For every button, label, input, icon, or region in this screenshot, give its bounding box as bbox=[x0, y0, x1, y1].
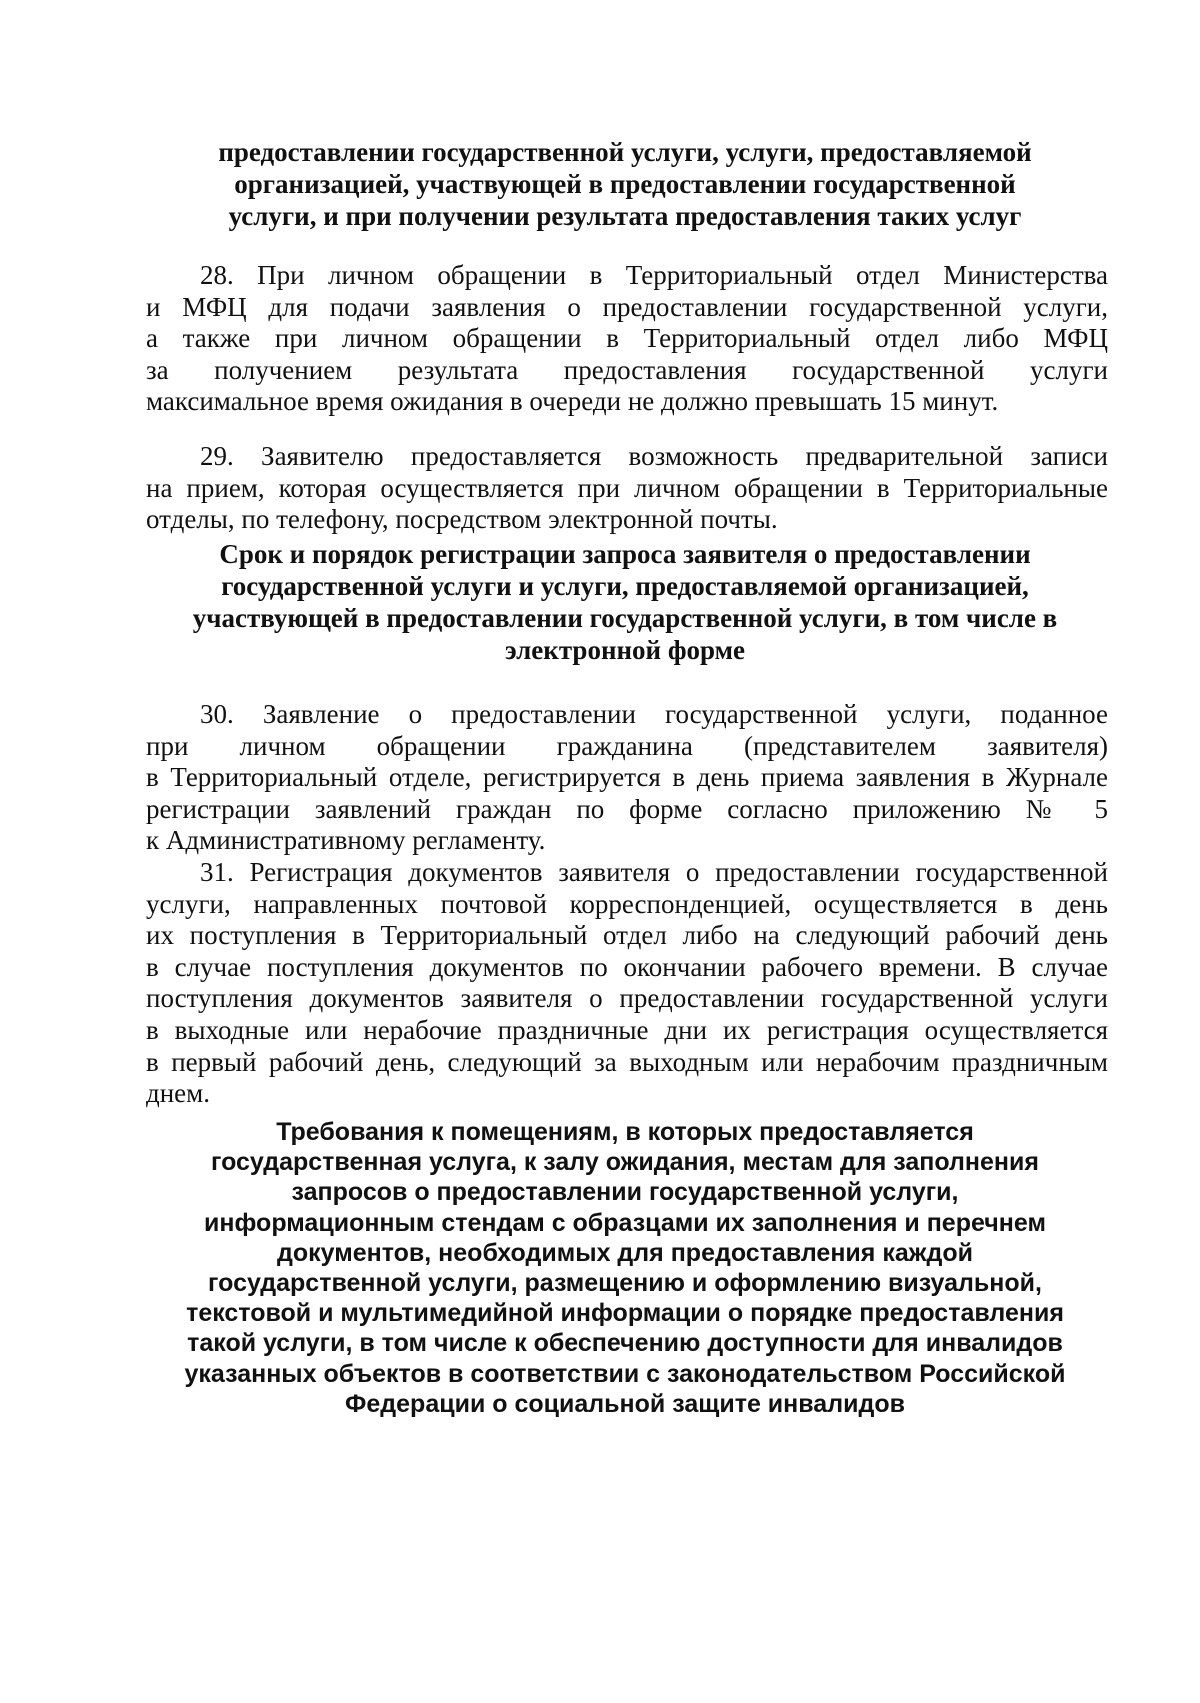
paragraph-29 bbox=[146, 441, 1108, 536]
paragraph-line: к Административному регламенту. bbox=[146, 825, 546, 856]
heading-line: запросов о предоставлении государственной услуги, bbox=[291, 1178, 959, 1207]
section-heading-premises-requirements bbox=[150, 1117, 1100, 1419]
paragraph-line: их поступления в Территориальный отдел либо на следующий рабочий день bbox=[146, 920, 1108, 951]
paragraph-line: 28. При личном обращении в Территориальный отдел Министерства bbox=[200, 260, 1108, 290]
heading-line: Федерации о социальной защите инвалидов bbox=[345, 1389, 905, 1418]
paragraph-28 bbox=[146, 260, 1108, 418]
paragraph-line: на прием, которая осуществляется при личном обращении в Территориальные bbox=[146, 472, 1108, 503]
heading-line: документов, необходимых для предоставления каждой bbox=[277, 1238, 973, 1267]
paragraph-line: днем. bbox=[146, 1078, 211, 1109]
section-heading-registration bbox=[150, 538, 1100, 666]
heading-line: государственная услуга, к залу ожидания, местам для заполнения bbox=[211, 1148, 1039, 1177]
paragraph-line: а также при личном обращении в Территориальный отдел либо МФЦ bbox=[146, 323, 1108, 354]
heading-line: такой услуги, в том числе к обеспечению доступности для инвалидов bbox=[187, 1329, 1063, 1358]
paragraph-line: в первый рабочий день, следующий за выходным или нерабочим праздничным bbox=[146, 1046, 1108, 1077]
paragraph-line: 31. Регистрация документов заявителя о предоставлении государственной bbox=[200, 857, 1108, 887]
heading-line: услуги, и при получении результата предоставления таких услуг bbox=[228, 201, 1022, 231]
paragraph-line: при личном обращении гражданина (представителем заявителя) bbox=[146, 730, 1108, 761]
heading-line: участвующей в предоставлении государственной услуги, в том числе в bbox=[192, 603, 1058, 633]
paragraph-line: в случае поступления документов по окончании рабочего времени. В случае bbox=[146, 951, 1108, 982]
paragraph-line: поступления документов заявителя о предоставлении государственной услуги bbox=[146, 983, 1108, 1014]
heading-line: организацией, участвующей в предоставлении государственной bbox=[234, 169, 1016, 199]
paragraph-line: максимальное время ожидания в очереди не должно превышать 15 минут. bbox=[146, 386, 999, 417]
paragraph-line: регистрации заявлений граждан по форме согласно приложению № 5 bbox=[146, 793, 1108, 824]
heading-line: предоставлении государственной услуги, услуги, предоставляемой bbox=[218, 137, 1032, 167]
heading-line: текстовой и мультимедийной информации о порядке предоставления bbox=[186, 1299, 1064, 1328]
section-heading-waiting-time bbox=[150, 136, 1100, 232]
paragraph-line: за получением результата предоставления государственной услуги bbox=[146, 354, 1108, 385]
paragraph-line: отделы, по телефону, посредством электронной почты. bbox=[146, 504, 778, 535]
paragraph-line: в выходные или нерабочие праздничные дни их регистрация осуществляется bbox=[146, 1014, 1108, 1045]
paragraph-line: услуги, направленных почтовой корреспонденцией, осуществляется в день bbox=[146, 888, 1108, 919]
paragraph-line: и МФЦ для подачи заявления о предоставлении государственной услуги, bbox=[146, 291, 1108, 322]
heading-line: государственной услуги и услуги, предоставляемой организацией, bbox=[221, 571, 1029, 601]
paragraph-line: 29. Заявителю предоставляется возможность предварительной записи bbox=[200, 441, 1108, 471]
paragraph-line: в Территориальный отделе, регистрируется в день приема заявления в Журнале bbox=[146, 762, 1108, 793]
heading-line: информационным стендам с образцами их заполнения и перечнем bbox=[204, 1208, 1046, 1237]
heading-line: Срок и порядок регистрации запроса заявителя о предоставлении bbox=[219, 539, 1031, 569]
paragraph-31 bbox=[146, 857, 1108, 1110]
heading-line: государственной услуги, размещению и оформлению визуальной, bbox=[208, 1269, 1042, 1298]
heading-line: Требования к помещениям, в которых предоставляется bbox=[276, 1118, 974, 1146]
heading-line: электронной форме bbox=[504, 635, 746, 665]
paragraph-30 bbox=[146, 699, 1108, 857]
paragraph-line: 30. Заявление о предоставлении государственной услуги, поданное bbox=[200, 699, 1108, 729]
heading-line: указанных объектов в соответствии с законодательством Российской bbox=[184, 1359, 1066, 1388]
